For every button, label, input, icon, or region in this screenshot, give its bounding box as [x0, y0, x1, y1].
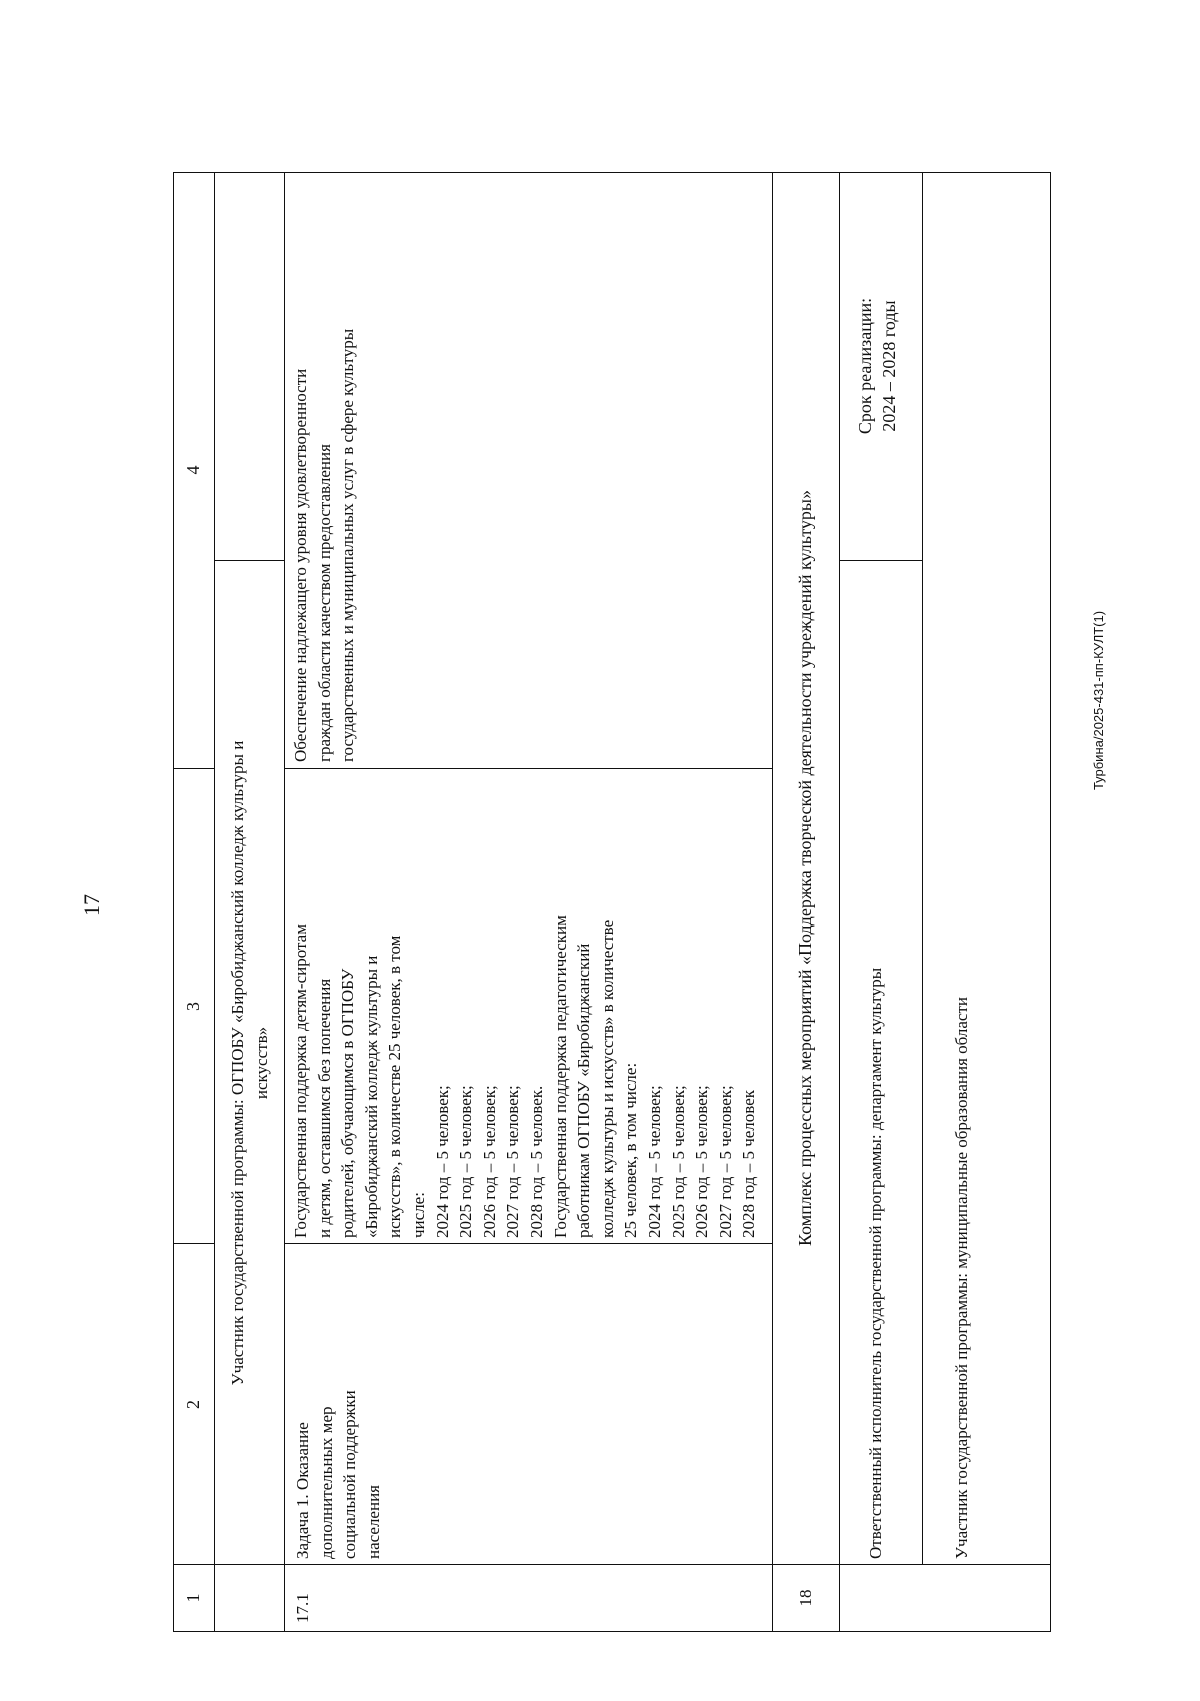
header-col-2: 2 — [183, 1400, 203, 1409]
participant-row-1 — [226, 561, 273, 1565]
program-table — [173, 172, 1051, 1632]
result-line: граждан области качеством предоставления — [314, 444, 334, 762]
implementation-term — [854, 172, 901, 561]
rule-row-17-1 — [772, 172, 773, 1631]
measure-line: родителей, обучающимся в ОГПОБУ — [338, 968, 358, 1238]
task-line: социальной поддержки — [340, 1390, 360, 1559]
page-number: 17 — [79, 894, 104, 916]
term-years: 2024 – 2028 годы — [878, 300, 899, 432]
measure-line: числе: — [408, 1192, 428, 1238]
result-line: Обеспечение надлежащего уровня удовлетворенности — [291, 368, 310, 762]
rotated-content — [173, 172, 1051, 1632]
measure-line: 2024 год – 5 человек; — [644, 1085, 664, 1238]
measure-line: 2027 год – 5 человек; — [503, 1085, 523, 1238]
measure-line: искусств», в количестве 25 человек, в том — [385, 935, 405, 1238]
participant-row-1-line-2: искусств» — [251, 1026, 271, 1100]
row-17-1-number: 17.1 — [293, 1593, 312, 1623]
measure-line: 2026 год – 5 человек; — [479, 1085, 499, 1238]
row-18-number: 18 — [796, 1589, 815, 1607]
rule-header — [214, 172, 215, 1631]
participant-row-2: Участник государственной программы: муниципальные образования области — [952, 997, 971, 1559]
measure-line: 2025 год – 5 человек; — [668, 1085, 688, 1238]
rule-col-3-4-row — [284, 768, 772, 769]
rule-col-1-2 — [174, 1564, 1051, 1565]
rule-participant-1 — [284, 172, 285, 1631]
measure-line: Государственная поддержка детям-сиротам — [291, 924, 310, 1238]
result-line: государственных и муниципальных услуг в сфере культуры — [338, 328, 358, 762]
measure-line: 2028 год – 5 человек — [739, 1089, 759, 1238]
measure-line: Государственная поддержка педагогическим — [550, 915, 570, 1238]
measure-line: колледж культуры и искусств» в количестве — [597, 919, 617, 1238]
rule-col-2-3-row — [284, 1243, 772, 1244]
measure-line: и детям, оставшимся без попечения — [314, 978, 334, 1238]
participant-row-1-line-1: Участник государственной программы: ОГПОБУ «Биробиджанский колледж культуры и — [228, 740, 247, 1386]
measure-line: 25 человек, в том числе: — [621, 1062, 641, 1238]
measure-line: 2025 год – 5 человек; — [456, 1085, 476, 1238]
rule-row-18 — [839, 172, 840, 1631]
task-line: Задача 1. Оказание — [293, 1422, 312, 1559]
task-line: населения — [363, 1485, 383, 1559]
row-17-1-measures — [289, 773, 761, 1238]
row-17-1-result — [289, 177, 360, 762]
measure-line: 2026 год – 5 человек; — [692, 1085, 712, 1238]
measure-line: «Биробиджанский колледж культуры и — [361, 955, 381, 1238]
measure-line: 2027 год – 5 человек; — [715, 1085, 735, 1238]
header-col-4: 4 — [183, 465, 203, 475]
measure-line: 2024 год – 5 человек; — [432, 1085, 452, 1238]
responsible-executor: Ответственный исполнитель государственной программы: департамент культуры — [866, 967, 885, 1559]
task-line: дополнительных мер — [316, 1406, 336, 1559]
header-col-3: 3 — [183, 1002, 203, 1011]
rotated-table-frame — [173, 172, 1051, 1632]
row-17-1-task — [291, 1249, 385, 1559]
document-code-text: Турбина/2025-431-пп-КУЛТ(1) — [1091, 610, 1107, 790]
measure-line: работникам ОГПОБУ «Биробиджанский — [574, 943, 594, 1238]
document-code — [1089, 400, 1109, 1000]
header-col-1: 1 — [183, 1593, 203, 1603]
rule-responsible — [922, 172, 923, 1565]
row-18-title: Комплекс процессных мероприятий «Поддержка творческой деятельности учреждений культуры» — [795, 490, 815, 1246]
term-label: Срок реализации: — [855, 297, 875, 435]
measure-line: 2028 год – 5 человек. — [526, 1085, 546, 1238]
